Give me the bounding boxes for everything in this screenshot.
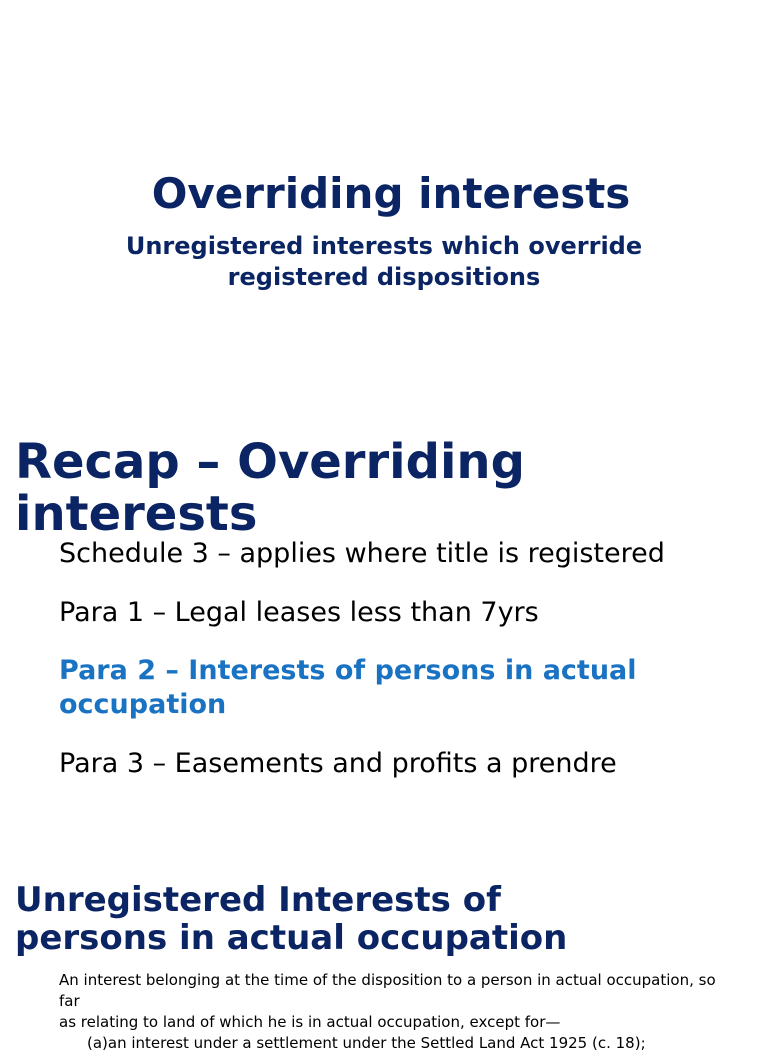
recap-heading-line-2: interests bbox=[15, 486, 258, 542]
bullet-para-2 bbox=[59, 654, 759, 722]
statute-line-1: An interest belonging at the time of the disposition to a person in actual occupation, so far bbox=[59, 971, 716, 1010]
unregistered-heading-line-2: persons in actual occupation bbox=[15, 918, 568, 958]
unregistered-interests-heading bbox=[15, 881, 755, 957]
bullet-para-3: Para 3 – Easements and profits a prendre bbox=[59, 748, 617, 779]
slide-title-heading: Overriding interests bbox=[151, 169, 631, 218]
statute-line-2: as relating to land of which he is in actual occupation, except for— bbox=[59, 1013, 561, 1031]
bullet-para-1: Para 1 – Legal leases less than 7yrs bbox=[59, 597, 539, 628]
subtitle-line-2: registered dispositions bbox=[227, 263, 541, 291]
bullet-para-2-line-2: occupation bbox=[59, 689, 227, 720]
statute-text bbox=[59, 970, 739, 1054]
recap-heading-line-1: Recap – Overriding bbox=[15, 434, 525, 490]
bullet-para-2-line-1: Para 2 – Interests of persons in actual bbox=[59, 655, 637, 686]
bullet-schedule-3: Schedule 3 – applies where title is registered bbox=[59, 538, 665, 569]
subtitle-line-1: Unregistered interests which override bbox=[125, 232, 643, 260]
unregistered-heading-line-1: Unregistered Interests of bbox=[15, 880, 501, 920]
slide-title-subtitle bbox=[0, 231, 768, 293]
statute-line-3: (a)an interest under a settlement under the Settled Land Act 1925 (c. 18); bbox=[87, 1034, 646, 1052]
slide-title bbox=[0, 0, 768, 400]
recap-heading bbox=[15, 436, 755, 540]
